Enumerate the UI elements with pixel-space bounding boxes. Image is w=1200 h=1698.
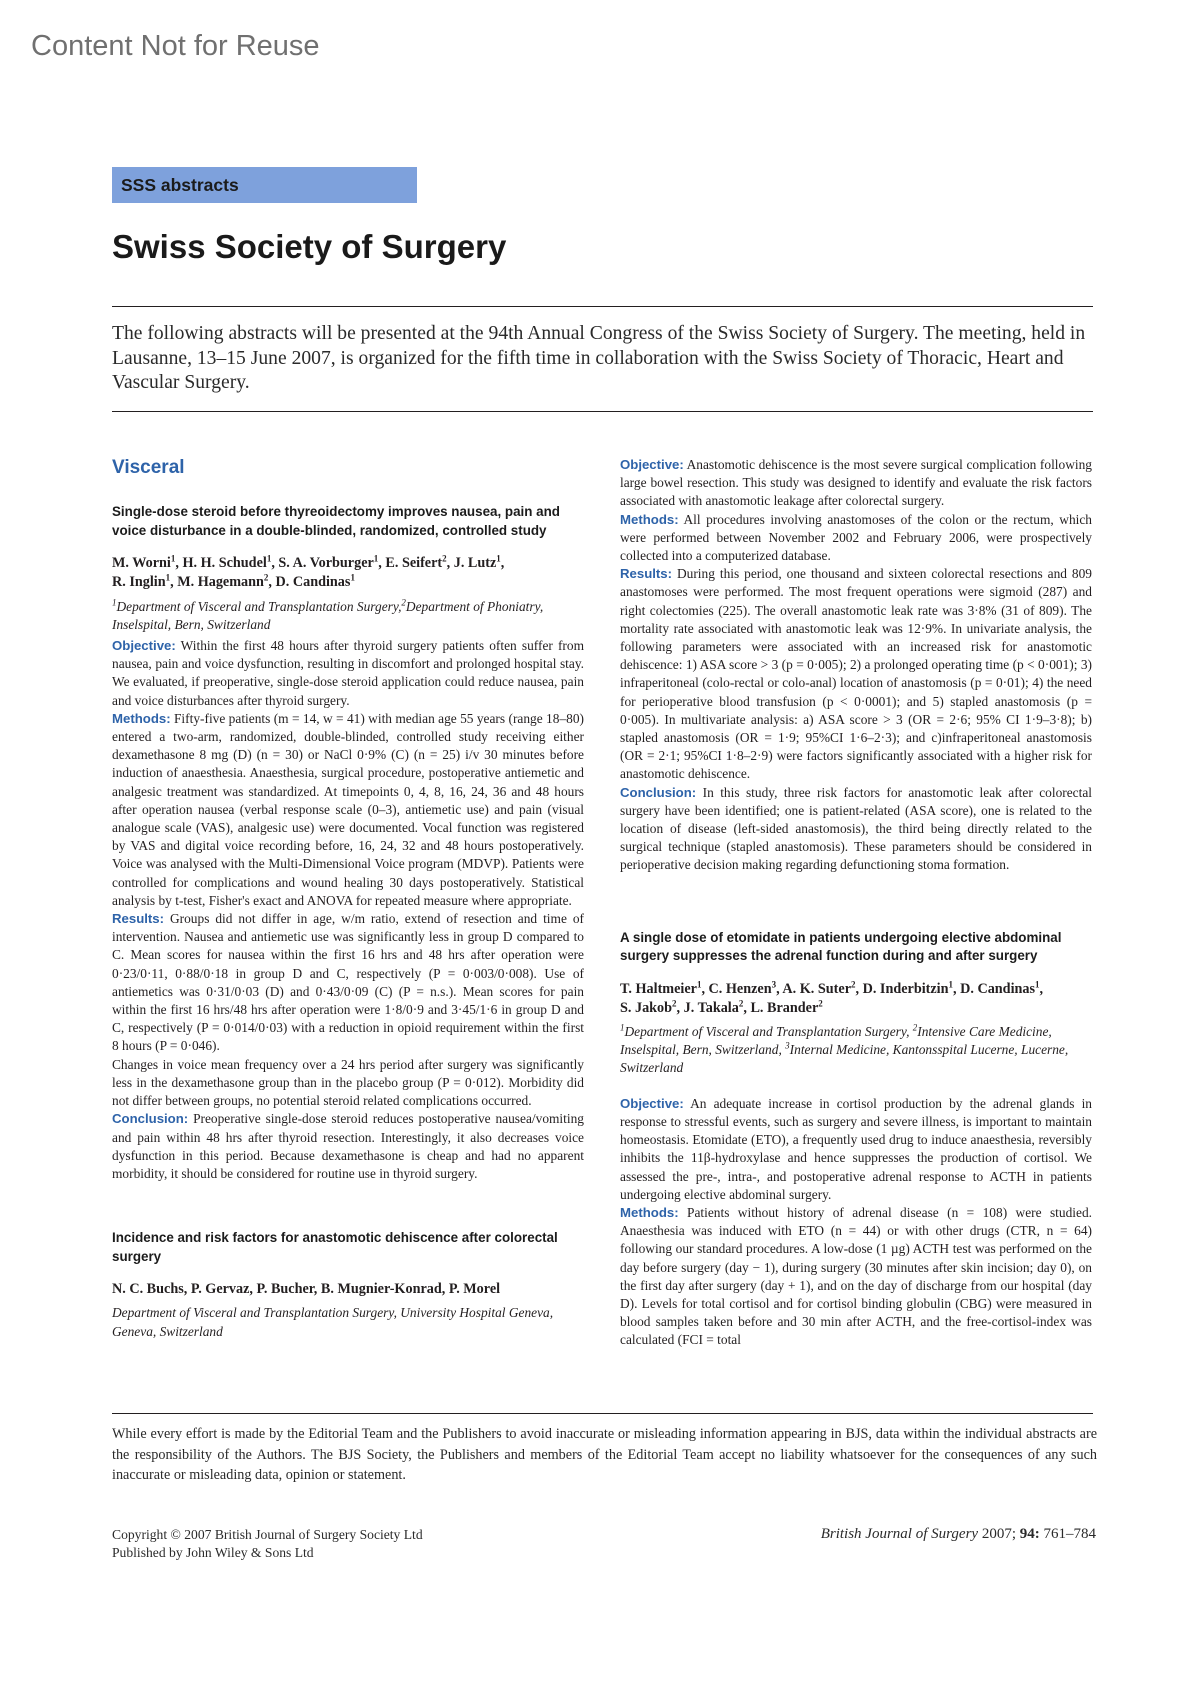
objective-label: Objective:	[620, 457, 684, 472]
journal-year: 2007;	[981, 1526, 1016, 1542]
abstract-title: A single dose of etomidate in patients undergoing elective abdominal surgery suppresses the adrenal function during and after surgery	[620, 929, 1062, 964]
objective-paragraph: Objective: Within the first 48 hours after thyroid surgery patients often suffer from nausea, pain and voice dysfunction, resulting in discomfort and prolonged hospital stay. We evaluated, if preoperative, single-dose steroid application could reduce nausea, pain and voice disturbances after thyroid surgery.	[112, 638, 585, 708]
author: J. Lutz	[453, 555, 497, 572]
methods-paragraph: Methods: Fifty-five patients (m = 14, w = 41) with median age 55 years (range 18–80) entered a two-arm, randomized, double-blinded, controlled study receiving either dexamethasone 8 mg (D) (n = 30) or NaCl 0·9% (C) (n = 25) i/v 30 minutes before induction of anaesthesia. Anaesthesia, surgical procedure, postoperative antiemetic and analgesic treatment was standardized. At timepoints 0, 4, 8, 16, 24, 36 and 48 hours after operation nausea (verbal response scale (0–3), antiemetic use) and pain (visual analogue scale (VAS), analgesic use) were documented. Vocal function was registered by VAS and digital voice recording before, 16, 24, 32 and 48 hours postoperatively. Voice was analysed with the Multi-Dimensional Voice program (MDVP). Patients were controlled for complications and wound healing 30 days postoperatively. Statistical analysis by t-test, Fisher's exact and ANOVA for repeated measure where appropriate.	[112, 710, 584, 908]
objective-paragraph: Objective: An adequate increase in cortisol production by the adrenal glands in response to stressful events, such as surgery and severe illness, is important to maintain homeostasis. Etomidate (ETO), a frequently used drug to induce anaesthesia, reversibly inhibits the 11β-hydroxylase and hence suppresses the production of cortisol. We assessed the pre-, intra-, and postoperative adrenal response to ACTH in patients undergoing elective abdominal surgery.	[620, 1095, 1093, 1202]
methods-label: Methods:	[620, 511, 679, 527]
author: S. Jakob	[620, 999, 673, 1016]
author: S. A. Vorburger	[278, 555, 374, 572]
top-divider	[112, 306, 1093, 307]
conclusion-paragraph: Conclusion: In this study, three risk factors for anastomotic leak after colorectal surgery have been identified; one is patient-related (ASA score), one is related to the location of disease (left-sided anastomosis), the third being directly related to the surgical technique (stapled anastomosis). These parameters should be considered in perioperative decision making regarding defunctioning stoma formation.	[620, 784, 1092, 873]
intro-paragraph: The following abstracts will be presented at the 94th Annual Congress of the Swiss Society of Surgery. The meeting, held in Lausanne, 13–15 June 2007, is organized for the fifth time in collaboration with the Swiss Society of Thoracic, Heart and Vascular Surgery.	[112, 323, 1086, 393]
affiliation: $^1$Department of Visceral and Transplantation Surgery,$^2$Department of Phoniatry, Inselspital, Bern, Switzerland	[112, 597, 544, 632]
copyright-line: Copyright © 2007 British Journal of Surgery Society Ltd	[112, 1527, 423, 1542]
disclaimer: While every effort is made by the Editorial Team and the Publishers to avoid inaccurate or misleading information appearing in BJS, data within the individual abstracts are the responsibility of the Authors. The BJS Society, the Publishers and members of the Editorial Team accept no liability whatsoever for the consequences of any such inaccurate or misleading data, opinion or statement.	[112, 1426, 1097, 1483]
section-tag-label: SSS abstracts	[121, 174, 239, 195]
author: C. Henzen	[708, 980, 772, 997]
author-list: M. Worni$^1$, H. H. Schudel$^1$, S. A. Vorburger$^1$, E. Seifert$^2$, J. Lutz$^1$, R. Inglin$^1$, M. Hagemann$^2$, D. Candinas$^1$	[112, 553, 505, 591]
author: E. Seifert	[385, 555, 443, 572]
section-tag	[112, 167, 417, 203]
objective-label: Objective:	[620, 1095, 684, 1111]
author: D. Candinas	[275, 574, 351, 591]
author: T. Haltmeier	[620, 980, 697, 997]
methods-label: Methods:	[620, 1204, 679, 1220]
methods-paragraph: Methods: All procedures involving anastomoses of the colon or the rectum, which were performed between November 2002 and February 2006, were prospectively collected into a computerized database.	[620, 511, 1092, 564]
author: M. Worni	[112, 555, 171, 572]
abstract-title: Single-dose steroid before thyreoidectomy improves nausea, pain and voice disturbance in a double-blinded, randomized, controlled study	[112, 504, 560, 538]
page-title: Swiss Society of Surgery	[112, 228, 507, 265]
publisher-line: Published by John Wiley & Sons Ltd	[112, 1544, 314, 1560]
conclusion-paragraph: Conclusion: Preoperative single-dose steroid reduces postoperative nausea/vomiting and pain within 48 hrs after thyroid resection. Interestingly, it also decreases voice dysfunction in this period. Because dexamethasone is cheap and had no apparent morbidity, it should be considered for routine use in thyroid surgery.	[112, 1111, 584, 1181]
copyright-block	[112, 1526, 423, 1561]
author: M. Hagemann	[177, 574, 264, 591]
abstract-anastomotic-dehiscence	[112, 1229, 584, 1341]
author: D. Inderbitzin	[862, 980, 949, 997]
watermark: Content Not for Reuse	[31, 30, 320, 62]
methods-label: Methods:	[112, 710, 171, 726]
methods-paragraph: Methods: Patients without history of adrenal disease (n = 108) were studied. Anaesthesia was induced with ETO (n = 44) or with other drugs (CTR, n = 64) following our standard procedures. A low-dose (1 µg) ACTH test was performed on the day before surgery (day − 1), during surgery (30 minutes after skin incision; day 0), on the first day after surgery (day + 1), and on the day of discharge from our hospital (day D). Levels for total cortisol and for cortisol binding globulin (CBG) were measured in blood samples taken before and 30 min after ACTH, and the free-cortisol-index was calculated (FCI = total	[620, 1204, 1092, 1348]
section-heading: Visceral	[112, 457, 185, 478]
journal-name: British Journal of Surgery	[820, 1526, 979, 1542]
author: H. H. Schudel	[182, 555, 267, 572]
journal-reference	[821, 1526, 1096, 1543]
abstract-steroid-thyreoidectomy	[112, 503, 584, 1183]
conclusion-label: Conclusion:	[112, 1111, 189, 1127]
author-list: N. C. Buchs, P. Gervaz, P. Bucher, B. Mugnier-Konrad, P. Morel	[112, 1281, 501, 1298]
author-list: T. Haltmeier$^1$, C. Henzen$^3$, A. K. Suter$^2$, D. Inderbitzin$^1$, D. Candinas$^1$, S. Jakob$^2$, J. Takala$^2$, L. Brander$^2$	[620, 978, 1044, 1016]
abstract-title: Incidence and risk factors for anastomotic dehiscence after colorectal surgery	[112, 1230, 558, 1264]
author: D. Candinas	[960, 980, 1036, 997]
affiliation: $^1$Department of Visceral and Transplantation Surgery, $^2$Intensive Care Medicine, Inselspital, Bern, Switzerland, $^3$Internal Medicine, Kantonsspital Lucerne, Lucerne, Switzerland	[620, 1022, 1069, 1076]
results-label: Results:	[112, 911, 165, 927]
results-paragraph: Results: Groups did not differ in age, w/m ratio, extend of resection and time of intervention. Nausea and antiemetic use was significantly less in group D compared to C. Mean scores for nausea within the first 16 hrs and 48 hrs after operation were 0·23/0·11, 0·88/0·18 in group D and C, respectively (P = 0·003/0·008). Use of antiemetics was 0·31/0·03 (D) and 0·43/0·09 (C) (P = n.s.). Mean scores for pain within the first 16 hrs/48 hrs after operation were 1·8/0·9 and 3·45/1·6 in group D and C, respectively (P = 0·014/0·03) with a reduction in opioid requirement within the first 8 hours (P = 0·046).	[112, 911, 584, 1054]
results-label: Results:	[620, 566, 673, 582]
left-column	[112, 455, 584, 1344]
intro-divider	[112, 411, 1093, 412]
affiliation: Department of Visceral and Transplantation Surgery, University Hospital Geneva, Geneva, Switzerland	[112, 1305, 554, 1339]
author: R. Inglin	[112, 574, 166, 591]
objective-label: Objective:	[112, 638, 176, 654]
results-paragraph: Results: During this period, one thousand and sixteen colorectal resections and 809 anastomoses were performed. The most frequent operations were sigmoid (287) and right colectomies (225). The overall anastomotic leak rate was 3·8% (31 of 809). The mortality rate associated with anastomotic leak was 12·9%. In univariate analysis, the following parameters were associated with an increased risk for anastomotic dehiscence: 1) ASA score > 3 (p = 0·005); 2) a prolonged operating time (p < 0·001); 3) infraperitoneal (colo-rectal or colo-anal) location of anastomosis (p = 0·01); 4) the need for perioperative blood transfusion (p < 0·0001); and 5) stapled anastomosis (p = 0·005). In multivariate analysis: a) ASA score > 3 (OR = 2·6; 95% CI 1·9–3·8); b) stapled anastomosis (OR = 1·9; 95%CI 1·6–2·3); and c)infraperitoneal anastomosis (OR = 2·1; 95%CI 1·8–2·9) were factors significantly associated with a higher risk for anastomotic dehiscence.	[620, 566, 1092, 782]
author: J. Takala	[683, 999, 739, 1016]
objective-paragraph: Objective: Anastomotic dehiscence is the most severe surgical complication following large bowel resection. This study was designed to identify and evaluate the risk factors associated with anastomotic leakage after colorectal surgery.	[620, 457, 1093, 509]
author: A. K. Suter	[782, 980, 851, 997]
journal-volume: 94:	[1019, 1526, 1040, 1542]
abstract-anastomotic-dehiscence-continued	[620, 456, 1092, 875]
abstract-etomidate	[620, 929, 1092, 1350]
right-column	[620, 456, 1092, 1350]
footer-divider	[112, 1413, 1093, 1414]
results-continued-paragraph: Changes in voice mean frequency over a 24 hrs period after surgery was significantly less in the dexamethasone group than in the placebo group (P = 0·012). Morbidity did not differ between groups, no potential steroid related complications occurred.	[112, 1056, 584, 1109]
author: L. Brander	[750, 999, 819, 1016]
journal-pages: 761–784	[1043, 1526, 1096, 1542]
conclusion-label: Conclusion:	[620, 784, 697, 800]
